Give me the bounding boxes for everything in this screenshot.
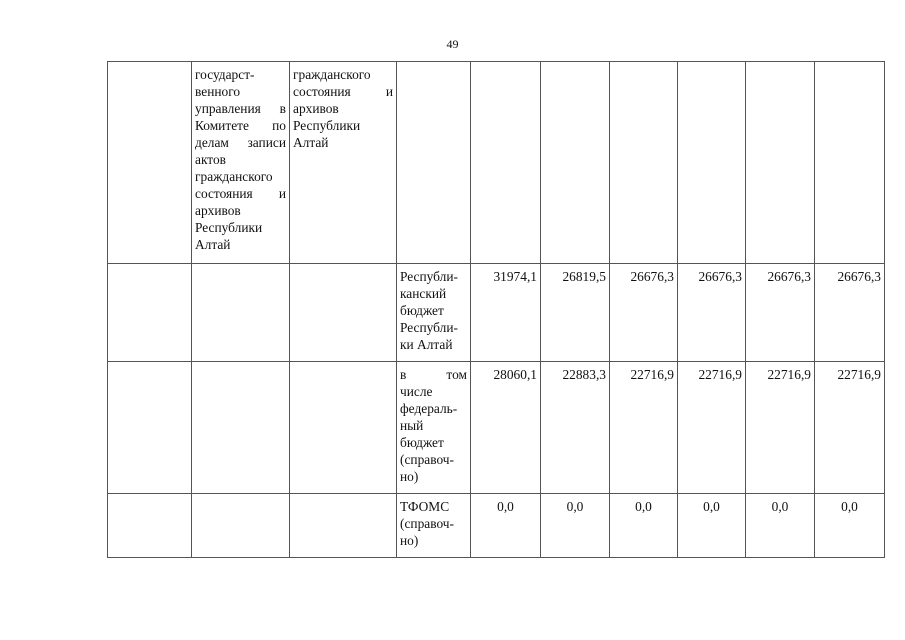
table-cell-empty (192, 362, 290, 494)
value-cell: 22883,3 (541, 362, 610, 494)
cell-line: архивов (195, 203, 241, 218)
value-cell: 0,0 (471, 494, 541, 558)
value-cell: 22716,9 (746, 362, 815, 494)
table-cell-empty (108, 62, 192, 264)
table-cell-empty (610, 62, 678, 264)
table-cell-empty (108, 494, 192, 558)
value-cell: 26676,3 (815, 264, 885, 362)
value-cell: 0,0 (541, 494, 610, 558)
value-cell: 22716,9 (815, 362, 885, 494)
table-cell-empty (541, 62, 610, 264)
cell-line: федераль- (400, 401, 458, 416)
table-row (108, 362, 885, 494)
cell-line: государст- (195, 67, 255, 82)
cell-line: архивов (293, 101, 339, 116)
cell-line: (справоч- (400, 516, 454, 531)
cell-line: бюджет (400, 435, 444, 450)
cell-line: управления в (195, 101, 286, 116)
cell-line: Комитете по (195, 118, 286, 133)
cell-line: (справоч- (400, 452, 454, 467)
cell-line: состояния и (195, 186, 286, 201)
cell-line: делам записи (195, 135, 286, 150)
cell-line: бюджет (400, 303, 444, 318)
cell-line: актов (195, 152, 226, 167)
cell-line: венного (195, 84, 241, 99)
cell-line: ТФОМС (400, 499, 450, 514)
responsible-executor-cell (192, 62, 290, 264)
table-cell-empty (290, 362, 397, 494)
value-cell: 0,0 (815, 494, 885, 558)
cell-line: Алтай (293, 135, 329, 150)
cell-line: канский (400, 286, 447, 301)
table-cell-empty (815, 62, 885, 264)
funding-source-cell (397, 264, 471, 362)
cell-line: но) (400, 533, 419, 548)
value-cell: 22716,9 (678, 362, 746, 494)
value-cell: 26676,3 (610, 264, 678, 362)
value-cell: 31974,1 (471, 264, 541, 362)
cell-line: ки Алтай (400, 337, 453, 352)
table-cell-empty (290, 264, 397, 362)
value-cell: 26676,3 (678, 264, 746, 362)
cell-line: Республи- (400, 269, 458, 284)
cell-line: числе (400, 384, 433, 399)
table-row (108, 62, 885, 264)
budget-table (107, 61, 885, 558)
table-cell-empty (192, 494, 290, 558)
value-cell: 26676,3 (746, 264, 815, 362)
table-cell-empty (397, 62, 471, 264)
cell-line: Республики (293, 118, 361, 133)
table-row (108, 264, 885, 362)
table-cell-empty (471, 62, 541, 264)
value-cell: 0,0 (746, 494, 815, 558)
cell-line: Республи- (400, 320, 458, 335)
table-row (108, 494, 885, 558)
value-cell: 0,0 (610, 494, 678, 558)
table-cell-empty (746, 62, 815, 264)
value-cell: 26819,5 (541, 264, 610, 362)
cell-line: в том (400, 367, 467, 382)
cell-line: гражданского (293, 67, 371, 82)
table-cell-empty (108, 264, 192, 362)
funding-source-cell (397, 362, 471, 494)
cell-line: ный (400, 418, 424, 433)
value-cell: 0,0 (678, 494, 746, 558)
table-cell-empty (192, 264, 290, 362)
value-cell: 22716,9 (610, 362, 678, 494)
cell-line: гражданского (195, 169, 273, 184)
page-number: 49 (446, 37, 459, 51)
cell-line: но) (400, 469, 419, 484)
cell-line: Алтай (195, 237, 231, 252)
funding-source-cell (397, 494, 471, 558)
cell-line: состояния и (293, 84, 393, 99)
table-cell-empty (678, 62, 746, 264)
co-executor-cell (290, 62, 397, 264)
table-cell-empty (108, 362, 192, 494)
table-cell-empty (290, 494, 397, 558)
cell-line: Республики (195, 220, 263, 235)
value-cell: 28060,1 (471, 362, 541, 494)
